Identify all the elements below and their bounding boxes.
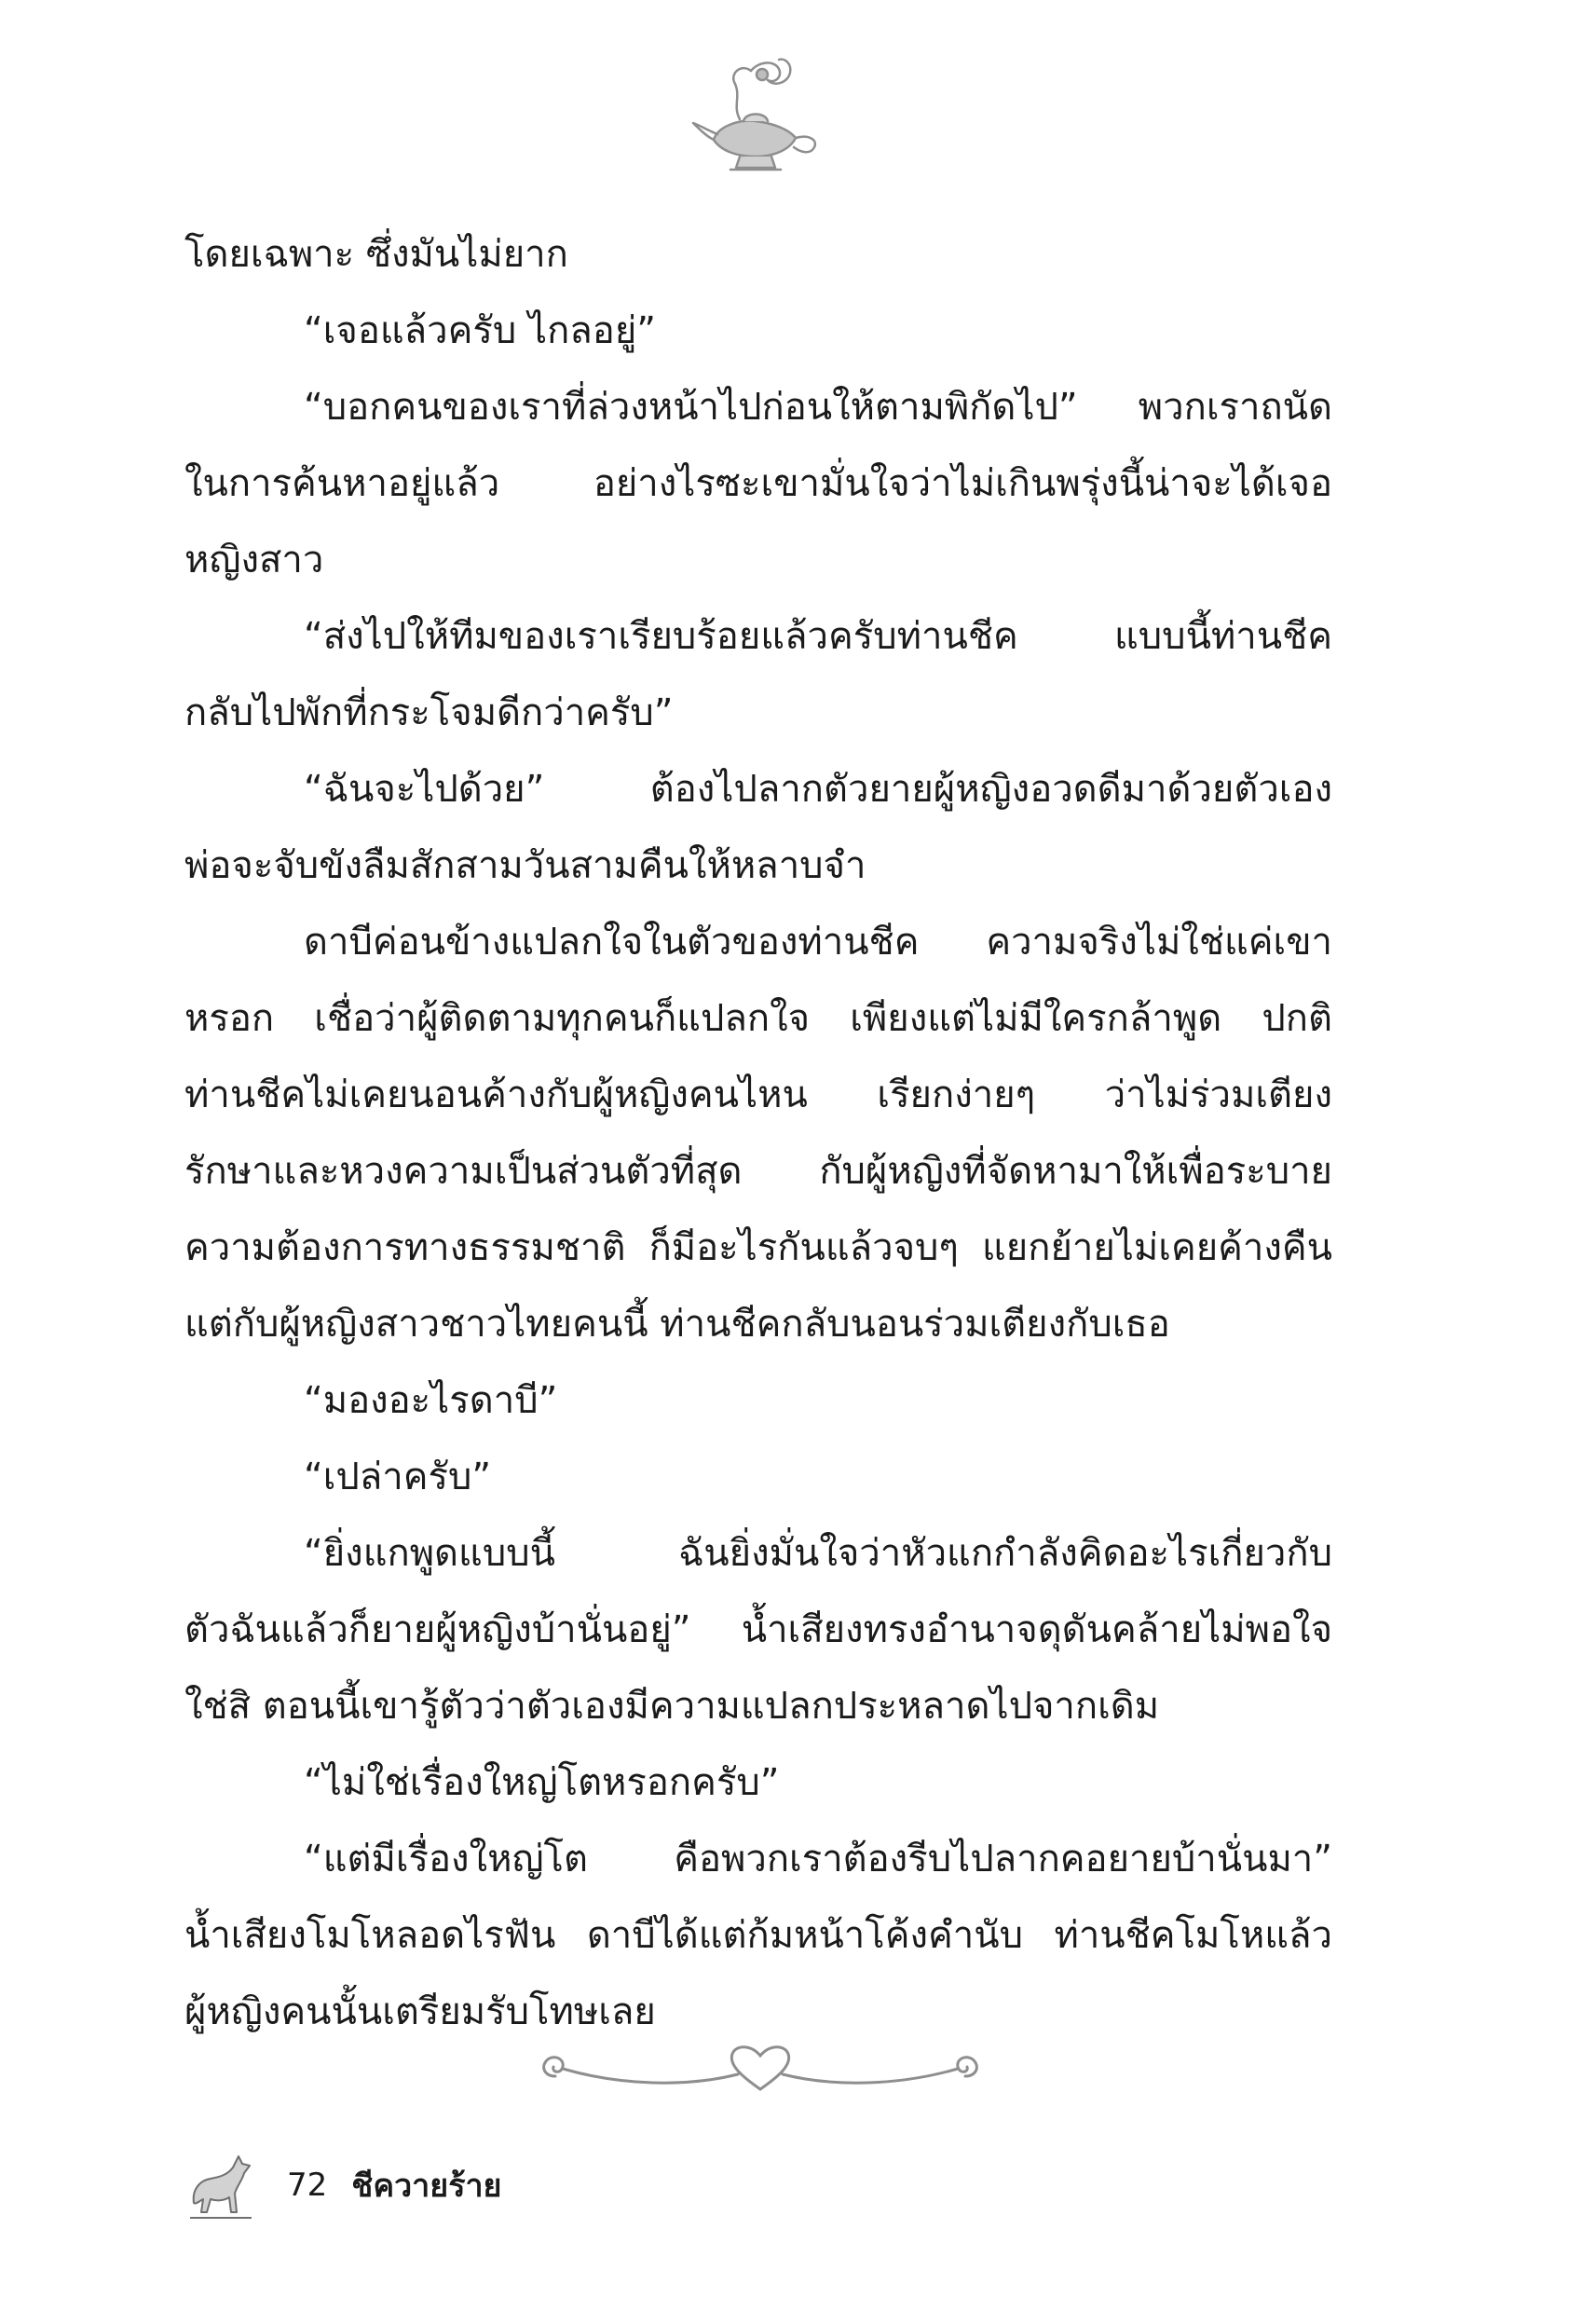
text-line: ผู้หญิงคนนั้นเตรียมรับโทษเลย — [184, 1990, 656, 2033]
horse-icon — [183, 2147, 259, 2223]
text-line: กลับไปพักที่กระโจมดีกว่าครับ” — [184, 691, 674, 734]
page-number: 72 — [287, 2167, 328, 2204]
text-line: รักษาและหวงความเป็นส่วนตัวที่สุด กับผู้หญิงที่จัดหามาให้เพื่อระบาย — [184, 1150, 1332, 1193]
text-line: “บอกคนของเราที่ล่วงหน้าไปก่อนให้ตามพิกัดไป” พวกเราถนัด — [304, 386, 1332, 429]
text-line: “ส่งไปให้ทีมของเราเรียบร้อยแล้วครับท่านชีค แบบนี้ท่านชีค — [304, 615, 1332, 658]
text-line: ตัวฉันแล้วก็ยายผู้หญิงบ้านั่นอยู่” น้ำเสียงทรงอำนาจดุดันคล้ายไม่พอใจ — [184, 1608, 1332, 1651]
text-line: น้ำเสียงโมโหลอดไรฟัน ดาบีได้แต่ก้มหน้าโค้งคำนับ ท่านชีคโมโหแล้ว — [184, 1914, 1332, 1957]
heart-scroll-divider-icon — [518, 2031, 1003, 2106]
body-text — [184, 216, 1332, 2050]
text-line: ดาบีค่อนข้างแปลกใจในตัวของท่านชีค ความจริงไม่ใช่แค่เขา — [304, 921, 1332, 964]
text-line: หญิงสาว — [184, 539, 324, 581]
text-line: “ไม่ใช่เรื่องใหญ่โตหรอกครับ” — [304, 1761, 780, 1804]
text-line: แต่กับผู้หญิงสาวชาวไทยคนนี้ ท่านชีคกลับนอนร่วมเตียงกับเธอ — [184, 1303, 1170, 1346]
text-line: ในการค้นหาอยู่แล้ว อย่างไรซะเขามั่นใจว่าไม่เกินพรุ่งนี้น่าจะได้เจอ — [184, 462, 1332, 505]
text-line: หรอก เชื่อว่าผู้ติดตามทุกคนก็แปลกใจ เพียงแต่ไม่มีใครกล้าพูด ปกติ — [184, 997, 1332, 1040]
book-title: ชีควายร้าย — [351, 2167, 502, 2205]
text-line: “แต่มีเรื่องใหญ่โต คือพวกเราต้องรีบไปลากคอยายบ้านั่นมา” — [304, 1838, 1332, 1880]
text-line: “เปล่าครับ” — [304, 1456, 492, 1498]
lamp-genie-icon — [686, 54, 825, 175]
text-line: “เจอแล้วครับ ไกลอยู่” — [304, 309, 656, 352]
text-line: “ยิ่งแกพูดแบบนี้ ฉันยิ่งมั่นใจว่าหัวแกกำลังคิดอะไรเกี่ยวกับ — [304, 1532, 1332, 1575]
text-line: ใช่สิ ตอนนี้เขารู้ตัวว่าตัวเองมีความแปลกประหลาดไปจากเดิม — [184, 1685, 1160, 1728]
text-line: โดยเฉพาะ ซึ่งมันไม่ยาก — [184, 233, 568, 276]
text-line: “ฉันจะไปด้วย” ต้องไปลากตัวยายผู้หญิงอวดดีมาด้วยตัวเอง — [304, 768, 1332, 811]
page-footer — [183, 2143, 501, 2227]
text-line: พ่อจะจับขังลืมสักสามวันสามคืนให้หลาบจำ — [184, 844, 866, 887]
text-line: ท่านชีคไม่เคยนอนค้างกับผู้หญิงคนไหน เรียกง่ายๆ ว่าไม่ร่วมเตียง — [184, 1073, 1332, 1116]
text-line: “มองอะไรดาบี” — [304, 1379, 558, 1422]
text-line: ความต้องการทางธรรมชาติ ก็มีอะไรกันแล้วจบๆ แยกย้ายไม่เคยค้างคืน — [184, 1226, 1332, 1269]
